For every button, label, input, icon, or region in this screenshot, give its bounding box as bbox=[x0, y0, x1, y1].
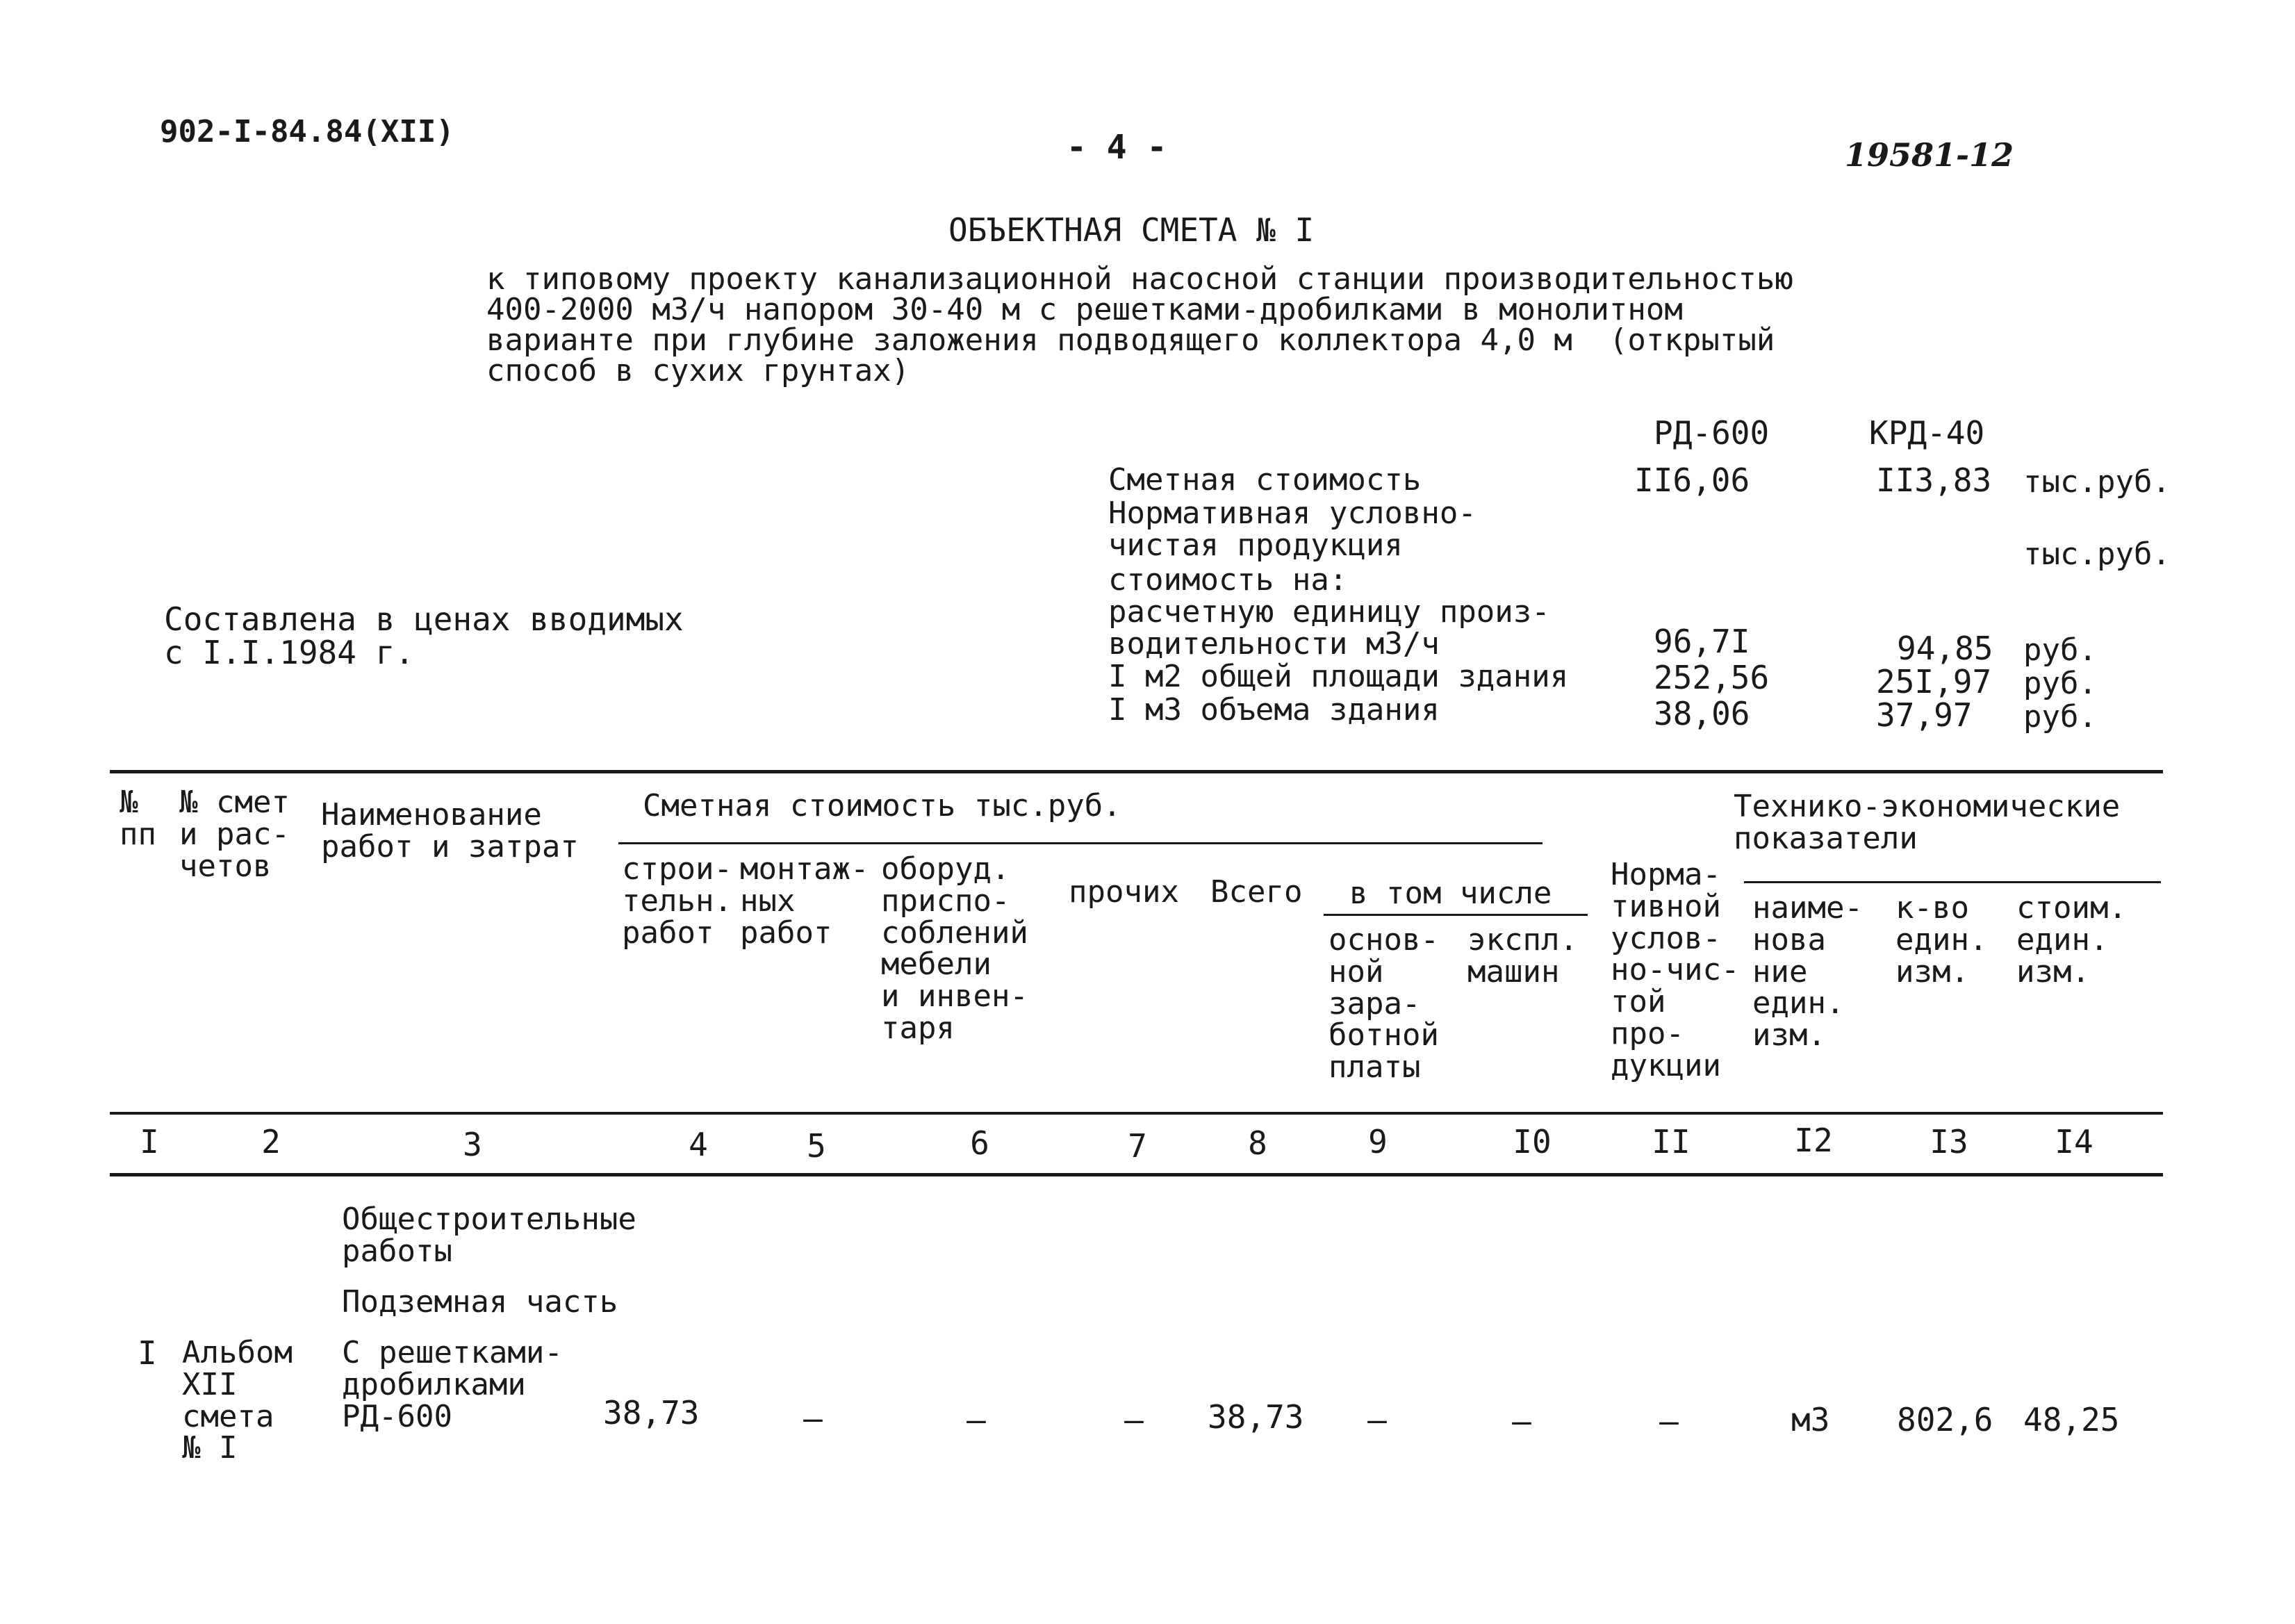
column-number: 6 bbox=[970, 1124, 989, 1162]
summary-label-per-capacity: стоимость на: расчетную единицу произ- водительности м3/ч bbox=[1108, 562, 1550, 662]
summary-label-net-product: Нормативная условно- чистая продукция bbox=[1108, 495, 1476, 563]
header-machine-operation: экспл. машин bbox=[1467, 922, 1578, 990]
column-number: 4 bbox=[689, 1126, 708, 1163]
row-number: I bbox=[138, 1334, 157, 1372]
row-net-product: – bbox=[1659, 1402, 1679, 1440]
table-top-rule bbox=[110, 770, 2163, 773]
header-work-name: Наименование работ и затрат bbox=[321, 797, 579, 864]
column-number: 5 bbox=[807, 1127, 826, 1165]
summary-col-krd40: КРД-40 bbox=[1869, 414, 1985, 452]
tech-group-rule bbox=[1744, 881, 2161, 883]
section-underground: Подземная часть bbox=[342, 1284, 618, 1320]
header-tech-group: Технико-экономические показатели bbox=[1734, 789, 2121, 856]
section-general-construction: Общестроительные работы bbox=[342, 1201, 636, 1269]
row-base-wages: – bbox=[1367, 1401, 1387, 1438]
summary-value-krd40-cost: II3,83 bbox=[1876, 461, 1992, 499]
row-unit-quantity: 802,6 bbox=[1897, 1401, 1993, 1438]
header-incl-group: в том числе bbox=[1349, 876, 1552, 911]
header-installation-works: монтаж- ных работ bbox=[740, 851, 869, 951]
row-other-cost: – bbox=[1124, 1401, 1144, 1438]
column-number: 7 bbox=[1128, 1127, 1147, 1165]
summary-value-rd600-per-capacity: 96,7I bbox=[1654, 623, 1750, 660]
column-number: I bbox=[140, 1123, 159, 1160]
summary-value-rd600-cost: II6,06 bbox=[1634, 461, 1750, 499]
row-work-name: С решетками- дробилками РД-600 bbox=[342, 1335, 563, 1434]
summary-col-rd600: РД-600 bbox=[1654, 414, 1770, 452]
summary-unit-per-capacity: руб. bbox=[2023, 632, 2097, 668]
column-numbers-rule bbox=[110, 1173, 2163, 1176]
summary-value-rd600-per-area: 252,56 bbox=[1654, 659, 1770, 696]
cost-group-rule bbox=[618, 842, 1543, 844]
summary-value-rd600-per-volume: 38,06 bbox=[1654, 695, 1750, 732]
column-number: 3 bbox=[463, 1126, 482, 1163]
row-machine-operation: – bbox=[1512, 1402, 1531, 1440]
row-installation-cost: – bbox=[803, 1400, 823, 1437]
header-other: прочих bbox=[1069, 874, 1179, 910]
column-number: 2 bbox=[261, 1123, 281, 1160]
row-equipment-cost: – bbox=[966, 1401, 986, 1438]
summary-unit-net-product: тыс.руб. bbox=[2023, 536, 2171, 572]
header-row-number: № пп bbox=[120, 785, 156, 852]
document-title: ОБЪЕКТНАЯ СМЕТА № I bbox=[948, 211, 1315, 249]
column-number: I0 bbox=[1513, 1123, 1552, 1160]
row-unit-name: м3 bbox=[1791, 1401, 1830, 1438]
header-equipment: оборуд. приспо- соблений мебели и инвен- таря bbox=[881, 851, 1028, 1046]
summary-value-krd40-per-volume: 37,97 bbox=[1876, 696, 1973, 734]
header-bottom-rule bbox=[110, 1112, 2163, 1115]
summary-label-estimated-cost: Сметная стоимость bbox=[1108, 462, 1422, 498]
header-construction-works: строи- тельн. работ bbox=[622, 851, 732, 951]
header-cost-group: Сметная стоимость тыс.руб. bbox=[643, 788, 1121, 823]
summary-unit-per-volume: руб. bbox=[2023, 699, 2097, 735]
header-unit-quantity: к-во един. изм. bbox=[1895, 890, 1988, 990]
summary-value-krd40-per-area: 25I,97 bbox=[1876, 663, 1992, 700]
header-unit-cost: стоим. един. изм. bbox=[2016, 890, 2127, 990]
header-estimate-number: № смет и рас- четов bbox=[179, 785, 290, 884]
header-base-wages: основ- ной зара- ботной платы bbox=[1329, 922, 1439, 1085]
document-description: к типовому проекту канализационной насосной станции производительностью 400-2000 м3/ч напором 30-40 м с решетками-дробилками в монолитном варианте при глубине заложения подводящего коллектора 4,0 м (открытый способ в сухих грунтах) bbox=[486, 261, 1793, 388]
column-number: II bbox=[1652, 1123, 1691, 1160]
column-number: I2 bbox=[1794, 1122, 1833, 1159]
sheet-number: 19581-12 bbox=[1845, 136, 2014, 174]
column-number: I4 bbox=[2055, 1123, 2094, 1160]
summary-unit-per-area: руб. bbox=[2023, 666, 2097, 701]
header-net-product: Норма- тивной услов- но-чис- той про- дукции bbox=[1611, 857, 1740, 1083]
summary-label-per-volume: I м3 объема здания bbox=[1108, 692, 1440, 728]
row-estimate-reference: Альбом XII смета № I bbox=[182, 1335, 293, 1466]
summary-value-krd40-per-capacity: 94,85 bbox=[1897, 630, 1993, 667]
row-construction-cost: 38,73 bbox=[603, 1394, 700, 1432]
column-number: 9 bbox=[1368, 1123, 1388, 1160]
incl-group-rule bbox=[1324, 914, 1588, 916]
summary-label-per-area: I м2 общей площади здания bbox=[1108, 659, 1569, 694]
page-number: - 4 - bbox=[1067, 128, 1167, 167]
column-number: 8 bbox=[1248, 1124, 1267, 1162]
row-unit-cost: 48,25 bbox=[2023, 1401, 2120, 1438]
compiled-prices-note: Составлена в ценах вводимых с I.I.1984 г. bbox=[164, 600, 684, 671]
project-code: 902-I-84.84(XII) bbox=[160, 114, 454, 149]
summary-unit-cost: тыс.руб. bbox=[2023, 464, 2171, 500]
row-total-cost: 38,73 bbox=[1208, 1398, 1304, 1436]
header-total: Всего bbox=[1210, 874, 1303, 910]
column-number: I3 bbox=[1930, 1123, 1968, 1160]
header-unit-name: наиме- нова ние един. изм. bbox=[1752, 890, 1863, 1053]
